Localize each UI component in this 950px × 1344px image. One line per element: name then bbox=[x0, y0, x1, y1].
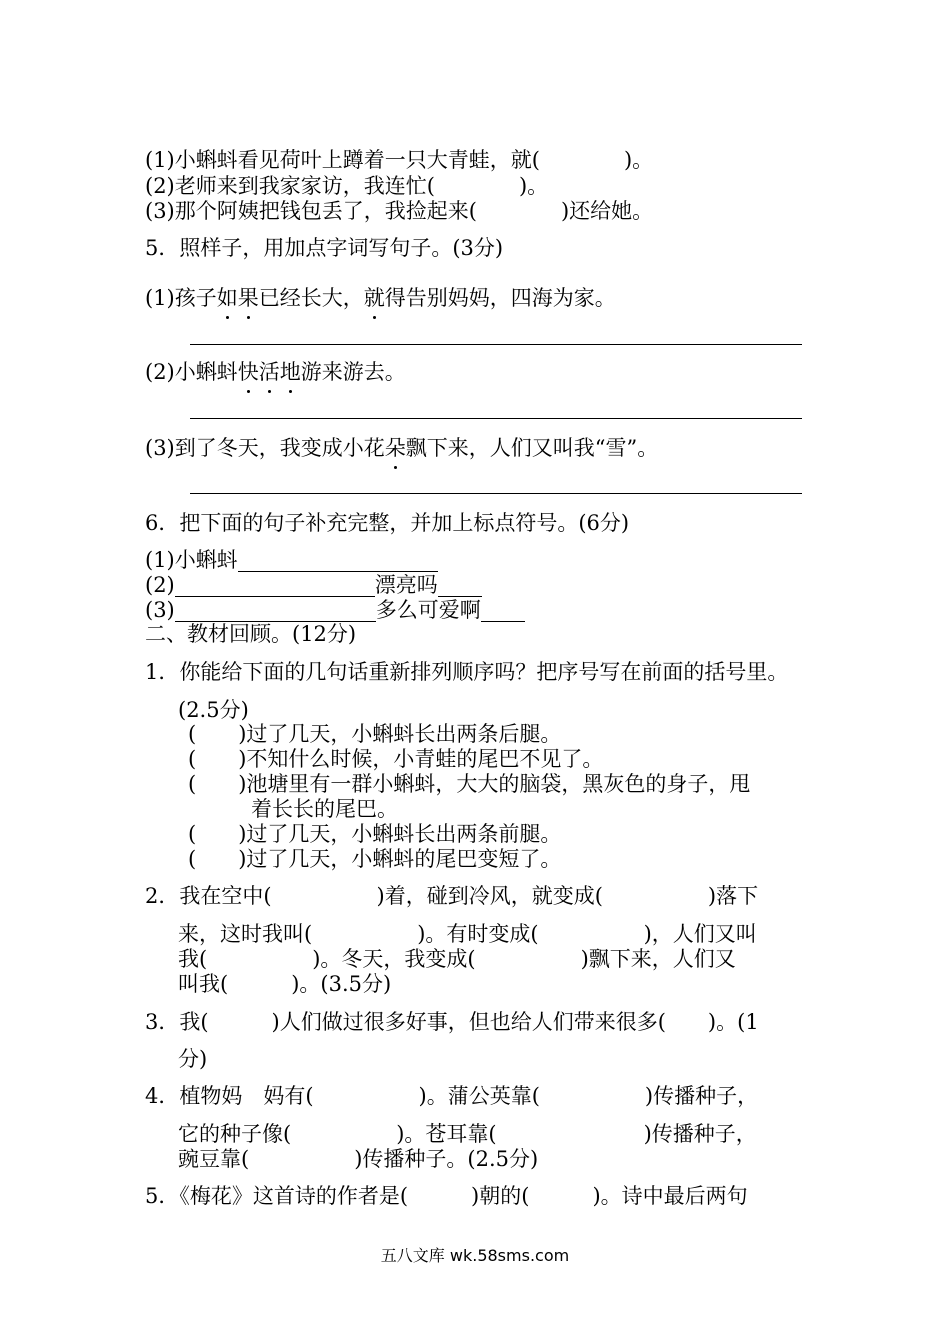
part2-heading: 二、教材回顾。(12分) bbox=[145, 622, 357, 646]
blank-underline bbox=[438, 576, 482, 597]
answer-line-1 bbox=[190, 344, 802, 345]
q1-item: ( )过了几天，小蝌蚪长出两条后腿。 bbox=[188, 722, 562, 746]
dotted-char: 快 bbox=[237, 360, 259, 384]
q4-line-1: 4．植物妈 妈有( )。蒲公英靠( )传播种子， bbox=[145, 1084, 759, 1108]
q2-line-4: 叫我( )。(3.5分) bbox=[178, 972, 392, 996]
q1-item: 着长长的尾巴。 bbox=[188, 797, 398, 821]
q4-line-2: 它的种子像( )。苍耳靠( )传播种子， bbox=[178, 1122, 757, 1146]
dotted-char: 就 bbox=[363, 286, 385, 310]
s6-line-3: (3) 多么可爱啊 bbox=[145, 598, 525, 622]
q1-text: 1．你能给下面的几句话重新排列顺序吗？把序号写在前面的括号里。 bbox=[145, 660, 789, 684]
q1-item: ( )池塘里有一群小蝌蚪，大大的脑袋，黑灰色的身子，甩 bbox=[188, 772, 751, 796]
s4-line-3: (3)那个阿姨把钱包丢了，我捡起来( )还给她。 bbox=[145, 199, 654, 223]
q1-item: ( )过了几天，小蝌蚪的尾巴变短了。 bbox=[188, 847, 562, 871]
s6-line-2: (2) 漂亮吗 bbox=[145, 573, 482, 597]
q3-line-2: 分) bbox=[178, 1047, 208, 1071]
blank-underline bbox=[175, 576, 375, 597]
dotted-char: 朵 bbox=[384, 436, 406, 460]
q2-line-3: 我( )。冬天，我变成( )飘下来，人们又 bbox=[178, 947, 736, 971]
s5-item-1: (1)孩子如果已经长大，就得告别妈妈，四海为家。 bbox=[145, 286, 616, 310]
q1-item: ( )不知什么时候，小青蛙的尾巴不见了。 bbox=[188, 747, 604, 771]
s6-line-1: (1)小蝌蚪 bbox=[145, 548, 438, 572]
q1-points: (2.5分) bbox=[178, 698, 249, 722]
s5-item-3: (3)到了冬天，我变成小花朵飘下来，人们又叫我“雪”。 bbox=[145, 436, 659, 460]
blank-underline bbox=[481, 601, 525, 622]
answer-line-2 bbox=[190, 418, 802, 419]
dotted-char: 如 bbox=[216, 286, 238, 310]
answer-line-3 bbox=[190, 493, 802, 494]
s5-heading: 5．照样子，用加点字词写句子。(3分) bbox=[145, 236, 504, 260]
s6-heading: 6．把下面的句子补充完整，并加上标点符号。(6分) bbox=[145, 511, 630, 535]
s4-line-2: (2)老师来到我家家访，我连忙( )。 bbox=[145, 174, 549, 198]
dotted-char: 果 bbox=[237, 286, 259, 310]
s5-item-2: (2)小蝌蚪快活地游来游去。 bbox=[145, 360, 406, 384]
q5-line-1: 5．《梅花》这首诗的作者是( )朝的( )。诗中最后两句 bbox=[145, 1184, 748, 1208]
blank-underline bbox=[175, 601, 376, 622]
dotted-char: 活 bbox=[258, 360, 280, 384]
footer-watermark: 五八文库 wk.58sms.com bbox=[380, 1246, 570, 1265]
blank-underline bbox=[238, 551, 438, 572]
q2-line-2: 来，这时我叫( )。有时变成( )，人们又叫 bbox=[178, 922, 757, 946]
q4-line-3: 豌豆靠( )传播种子。(2.5分) bbox=[178, 1147, 539, 1171]
q2-line-1: 2．我在空中( )着，碰到冷风，就变成( )落下 bbox=[145, 884, 759, 908]
s4-line-1: (1)小蝌蚪看见荷叶上蹲着一只大青蛙，就( )。 bbox=[145, 148, 654, 172]
q3-line-1: 3．我( )人们做过很多好事，但也给人们带来很多( )。(1 bbox=[145, 1010, 759, 1034]
q1-item: ( )过了几天，小蝌蚪长出两条前腿。 bbox=[188, 822, 562, 846]
dotted-char: 地 bbox=[279, 360, 301, 384]
